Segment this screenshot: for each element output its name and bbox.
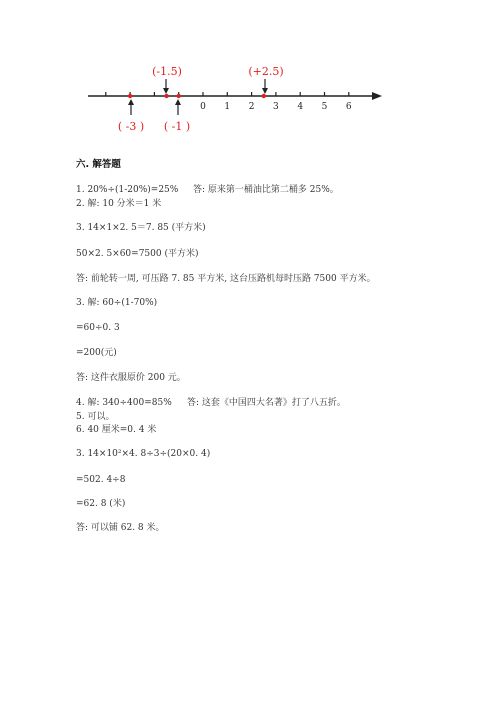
tick-label: 6	[345, 102, 352, 112]
answer-line: 答: 前轮转一周, 可压路 7. 85 平方米, 这台压路机每时压路 7500 平方米。	[76, 274, 376, 284]
point-marker	[177, 94, 181, 98]
tick-label: 3	[273, 102, 279, 112]
point-marker	[128, 94, 132, 98]
arrowhead-minus-1-5	[163, 88, 169, 94]
tick-labels	[200, 102, 352, 112]
tick-label: 2	[248, 102, 255, 112]
point-marker	[164, 94, 168, 98]
point-marker	[262, 94, 266, 98]
answer-line: 6. 40 厘米=0. 4 米	[76, 425, 157, 435]
label-minus-1-5: (-1.5)	[152, 65, 182, 78]
answer-line: 答: 这套《中国四大名著》打了八五折。	[187, 398, 346, 408]
number-line-figure	[0, 0, 500, 150]
answer-line: 3. 14×1×2. 5＝7. 85 (平方米)	[76, 223, 206, 233]
answer-line: 4. 解: 340÷400=85%	[76, 398, 172, 408]
answer-line: 答: 这件衣服原价 200 元。	[76, 373, 186, 383]
label-minus-1: ( -1 )	[163, 120, 191, 133]
answer-line: 答: 原来第一桶油比第二桶多 25%。	[193, 185, 339, 195]
answer-line: =502. 4÷8	[76, 475, 126, 485]
label-plus-2-5: (+2.5)	[248, 65, 284, 78]
answer-line: =200(元)	[76, 348, 117, 358]
answer-line: 答: 可以铺 62. 8 米。	[76, 523, 165, 533]
tick-label: 4	[297, 102, 304, 112]
section-title: 六. 解答题	[76, 159, 121, 170]
tick-label: 1	[224, 102, 231, 112]
answer-line: 1. 20%÷(1-20%)=25%	[76, 185, 179, 195]
tick-label: 5	[321, 102, 328, 112]
tick-label: 0	[200, 102, 206, 112]
answer-line: =62. 8 (米)	[76, 499, 126, 509]
answer-line: 2. 解: 10 分米＝1 米	[76, 199, 162, 209]
arrowhead-plus-2-5	[262, 88, 268, 94]
label-minus-3: ( -3 )	[117, 120, 145, 133]
answer-line: =60÷0. 3	[76, 323, 120, 333]
answer-line: 3. 解: 60÷(1-70%)	[76, 298, 158, 308]
answer-line: 50×2. 5×60=7500 (平方米)	[76, 249, 199, 259]
answer-line: 3. 14×10²×4. 8÷3÷(20×0. 4)	[76, 449, 211, 459]
axis-arrowhead	[372, 92, 382, 100]
answer-line: 5. 可以。	[76, 412, 115, 422]
